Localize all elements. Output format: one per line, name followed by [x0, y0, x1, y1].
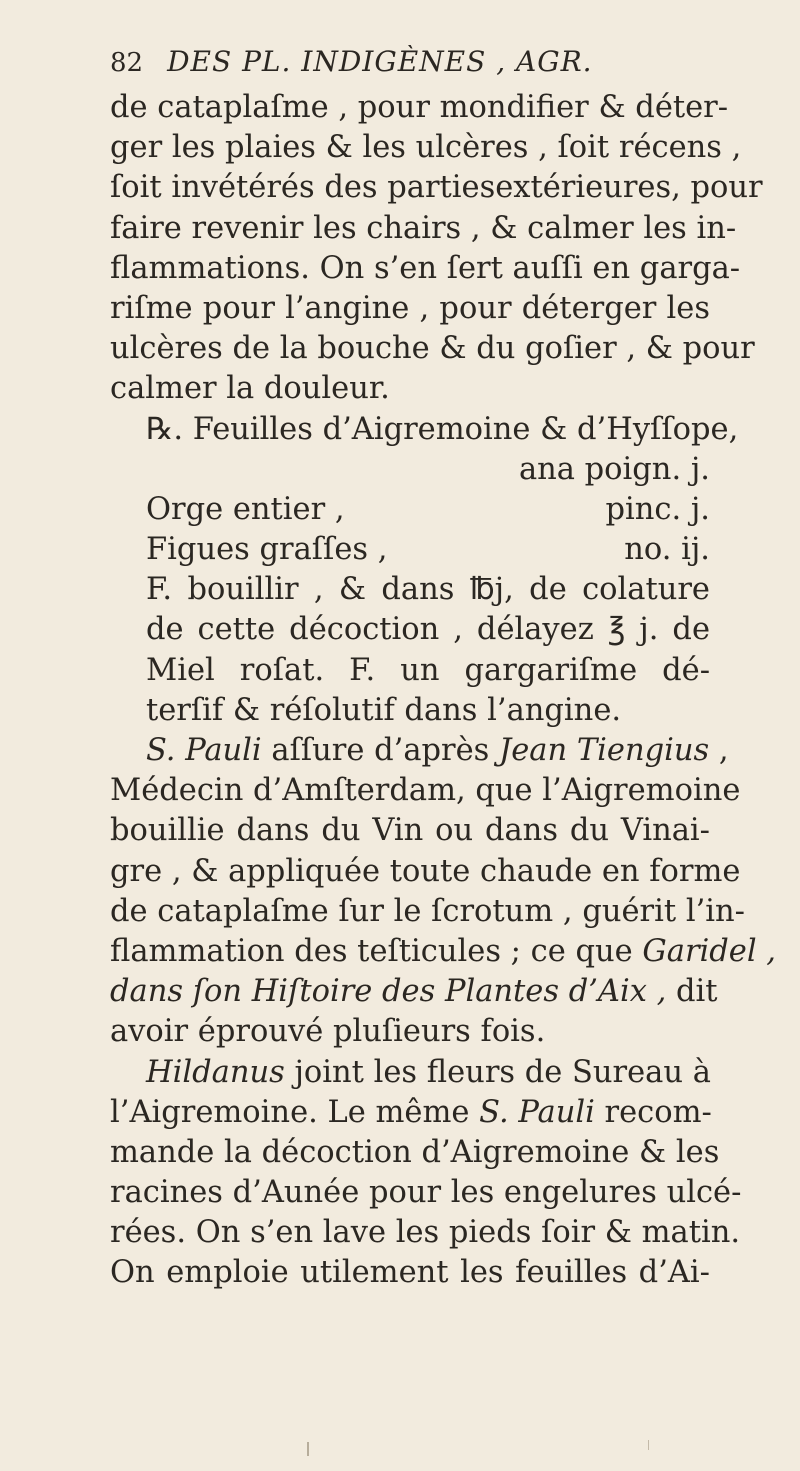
text-line: racines d’Aunée pour les engelures ulcé-	[110, 1175, 742, 1211]
text-line: gre , & appliquée toute chaude en forme	[110, 853, 741, 889]
text-line: bouillie dans du Vin ou dans du Vinai-	[110, 813, 710, 849]
page-number: 82	[110, 48, 144, 78]
text-line: faire revenir les chairs , & calmer les in-	[110, 210, 737, 246]
text-run: flammation des teſticules ; ce que	[110, 933, 643, 969]
text-line: flammations. On s’en ſert auſſi en garga-	[110, 250, 741, 286]
text-run: dit	[666, 974, 718, 1010]
text-line	[110, 932, 776, 972]
recipe-ingredient: Figues graſſes ,	[146, 532, 388, 568]
text-line: de cataplaſme , pour mondifier & déter-	[110, 90, 729, 125]
recipe-ingredient: Orge entier ,	[146, 491, 345, 527]
text-line: On emploie utilement les feuilles d’Ai-	[110, 1255, 710, 1291]
text-line: de cette décoction , délayez ℥ j. de	[146, 612, 710, 648]
book-title: dans ſon Hiſtoire des Plantes d’Aix ,	[110, 974, 667, 1010]
text-line: ger les plaies & les ulcères , ſoit récens ,	[110, 130, 742, 166]
text-line: terſif & réſolutif dans l’angine.	[146, 692, 622, 728]
running-head	[110, 40, 710, 84]
text-line: de cataplaſme ſur le ſcrotum , guérit l’in-	[110, 893, 745, 929]
ink-speck	[648, 1440, 649, 1450]
recipe-quantity: no. ij.	[624, 532, 710, 568]
text-run: recom-	[594, 1094, 712, 1130]
text-run: joint les fleurs de Sureau à	[284, 1054, 711, 1090]
ink-speck	[307, 1442, 309, 1456]
author-name: S. Pauli	[479, 1094, 595, 1130]
text-line	[110, 1093, 710, 1133]
text-line: riſme pour l’angine , pour déterger les	[110, 290, 710, 326]
text-line: calmer la douleur.	[110, 371, 390, 407]
recipe-row	[110, 530, 710, 570]
text-line: F. bouillir , & dans ℔j, de colature	[146, 572, 710, 608]
text-line	[110, 1053, 710, 1093]
text-line	[110, 972, 718, 1012]
author-name: S. Pauli	[146, 733, 262, 768]
text-line: ſoit invétérés des partiesextérieures, pour	[110, 170, 763, 206]
recipe-row	[110, 490, 710, 530]
text-line: avoir éprouvé pluſieurs fois.	[110, 1014, 546, 1050]
text-line: mande la décoction d’Aigremoine & les	[110, 1134, 720, 1170]
recipe-quantity: pinc. j.	[605, 491, 710, 527]
author-name: Hildanus	[146, 1054, 285, 1090]
recipe-quantity: ana poign. j.	[518, 451, 710, 487]
text-line: ulcères de la bouche & du goſier , & pour	[110, 331, 755, 367]
author-name: Jean Tiengius	[499, 733, 710, 768]
author-name: Garidel ,	[642, 933, 776, 969]
recipe-intro: ℞. Feuilles d’Aigremoine & d’Hyſſope,	[146, 411, 739, 447]
text-line	[110, 731, 729, 771]
text-line: Miel roſat. F. un gargariſme dé-	[146, 652, 710, 688]
text-run: aſſure d’après	[261, 733, 500, 768]
text-run: ,	[709, 733, 729, 768]
text-run: l’Aigremoine. Le même	[110, 1094, 480, 1130]
running-title: DES PL. INDIGÈNES , AGR.	[167, 45, 593, 78]
body-text	[110, 88, 776, 1294]
text-line: rées. On s’en lave les pieds ſoir & matin.	[110, 1215, 741, 1251]
text-line: Médecin d’Amſterdam, que l’Aigremoine	[110, 773, 741, 809]
